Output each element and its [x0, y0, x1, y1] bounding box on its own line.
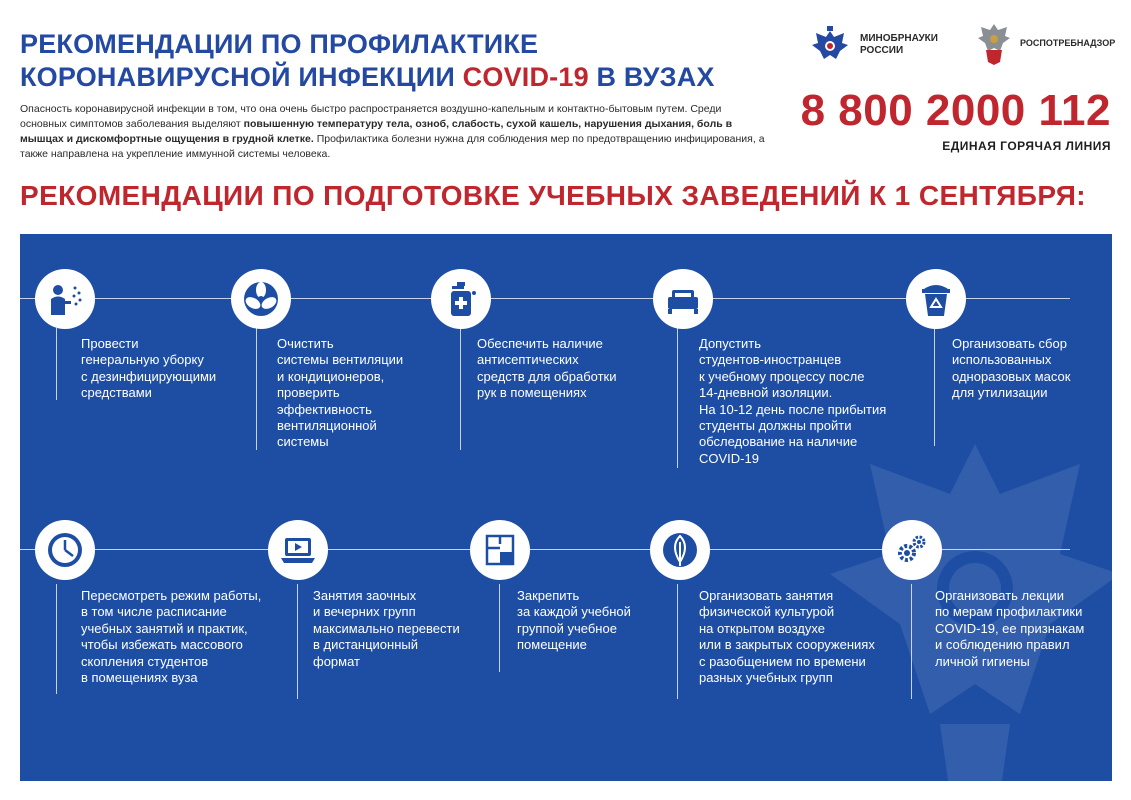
ventilation-fan-icon — [241, 279, 281, 319]
virus-gears-icon — [892, 530, 932, 570]
title-line-1: РЕКОМЕНДАЦИИ ПО ПРОФИЛАКТИКЕ — [20, 29, 539, 59]
item-2-text: Очистить системы вентиляции и кондиционеров, проверить эффективность вентиляционной системы — [277, 336, 404, 450]
hotline-phone: 8 800 2000 112 — [800, 86, 1111, 135]
item-7-divider — [297, 584, 298, 699]
item-4-text: Допустить студентов-иностранцев к учебному процессу после 14-дневной изоляции. На 10-12 день после прибытия студенты должны пройти обследование на наличие COVID-19 — [699, 336, 887, 466]
item-5-icon-circle — [906, 269, 966, 329]
hotline-label: ЕДИНАЯ ГОРЯЧАЯ ЛИНИЯ — [942, 139, 1111, 153]
item-6-icon-circle — [35, 520, 95, 580]
item-2-divider — [256, 328, 257, 450]
item-5-text: Организовать сбор использованных одноразовых масок для утилизации — [952, 336, 1071, 401]
minobr-label-1: МИНОБРНАУКИ — [860, 33, 938, 44]
item-1-text: Провести генеральную уборку с дезинфицирующими средствами — [81, 336, 217, 401]
minobr-label-2: РОССИИ — [860, 45, 904, 56]
item-9-divider — [677, 584, 678, 699]
item-5-divider — [934, 328, 935, 446]
disinfection-spray-icon — [45, 279, 85, 319]
item-9-text: Организовать занятия физической культурой на открытом воздухе или в закрытых сооружениях с разобщением по времени разных учебных групп — [699, 588, 875, 686]
intro-text-2: Профилактика болезни нужна для соблюдения мер по предотвращению инфицирования, а также направлена на укрепление иммунной системы человека. — [20, 133, 765, 160]
item-8-icon-circle — [470, 520, 530, 580]
item-10-text: Организовать лекции по мерам профилактики COVID-19, ее признакам и соблюдению правил личной гигиены — [935, 588, 1085, 669]
item-7-text: Занятия заочных и вечерних групп максимально перевести в дистанционный формат — [313, 588, 460, 669]
floor-plan-icon — [480, 530, 520, 570]
section-subtitle: РЕКОМЕНДАЦИИ ПО ПОДГОТОВКЕ УЧЕБНЫХ ЗАВЕДЕНИЙ К 1 СЕНТЯБРЯ: — [20, 180, 1086, 211]
intro-text — [20, 102, 770, 162]
item-3-divider — [460, 328, 461, 450]
item-8-divider — [499, 584, 500, 672]
recycle-bin-icon — [916, 279, 956, 319]
rospotrebnadzor-logo — [976, 20, 1115, 66]
clock-icon — [45, 530, 85, 570]
minobrnauki-logo — [808, 25, 938, 65]
item-4-divider — [677, 328, 678, 468]
recommendations-panel — [20, 234, 1112, 781]
item-3-icon-circle — [431, 269, 491, 329]
eagle-emblem-icon — [808, 25, 852, 65]
item-6-text: Пересмотреть режим работы, в том числе расписание учебных занятий и практик, чтобы избежать массового скопления студентов в помещениях вуза — [81, 588, 262, 686]
intro-text-1: Опасность коронавирусной инфекции в том, что она очень быстро распространяется воздушно-капельным и контактно-бытовым путем. Среди основных симптомов заболевания выделяют — [20, 103, 722, 130]
item-6-divider — [56, 584, 57, 694]
page-title — [20, 28, 790, 94]
item-4-icon-circle — [653, 269, 713, 329]
title-line-2 — [20, 61, 790, 94]
item-8-text: Закрепить за каждой учебной группой учебное помещение — [517, 588, 631, 653]
title-line-2-end: В ВУЗАХ — [588, 62, 715, 92]
leaf-icon — [660, 530, 700, 570]
item-1-icon-circle — [35, 269, 95, 329]
title-line-2-start: КОРОНАВИРУСНОЙ ИНФЕКЦИИ — [20, 62, 463, 92]
item-3-text: Обеспечить наличие антисептических средств для обработки рук в помещениях — [477, 336, 617, 401]
item-1-divider — [56, 328, 57, 400]
item-7-icon-circle — [268, 520, 328, 580]
item-10-divider — [911, 584, 912, 699]
laptop-video-icon — [278, 530, 318, 570]
quarantine-bed-icon — [663, 279, 703, 319]
item-2-icon-circle — [231, 269, 291, 329]
item-9-icon-circle — [650, 520, 710, 580]
title-covid: COVID-19 — [462, 62, 589, 92]
hand-sanitizer-icon — [441, 279, 481, 319]
rospotrebnadzor-emblem-icon — [976, 20, 1012, 66]
item-10-icon-circle — [882, 520, 942, 580]
rospotreb-label: РОСПОТРЕБНАДЗОР — [1020, 38, 1116, 48]
intro-symptoms: повышенную температуру тела, озноб, слабость, сухой кашель, нарушения дыхания, боль в мышцах и дискомфортные ощущения в грудной клетке. — [20, 118, 733, 145]
